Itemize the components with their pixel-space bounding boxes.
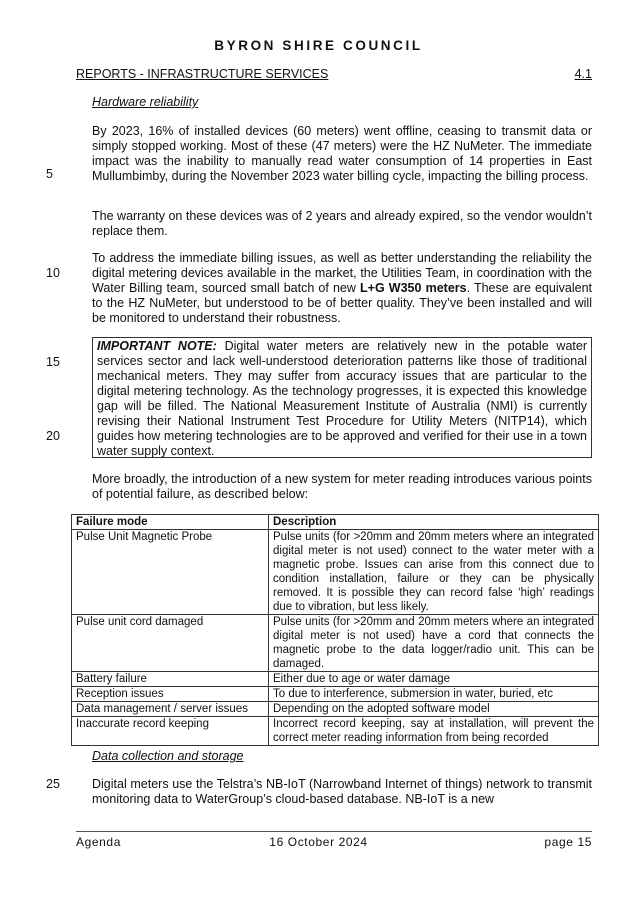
table-row	[72, 672, 599, 687]
para3-after: . These are equivalent to the HZ NuMeter, but understood to be of better quality. They’ve been installed and will be monitored to understand their robustness.	[92, 281, 592, 325]
paragraph-billing-issues	[92, 251, 592, 326]
table-header-row	[72, 515, 599, 530]
table-row	[72, 615, 599, 672]
line-number: 20	[46, 429, 60, 443]
failure-mode-cell: Reception issues	[72, 687, 269, 702]
table-row	[72, 717, 599, 746]
failure-mode-cell: Battery failure	[72, 672, 269, 687]
paragraph-warranty: The warranty on these devices was of 2 years and already expired, so the vendor wouldn’t replace them.	[92, 209, 592, 238]
meter-model: L+G W350 meters	[360, 281, 467, 295]
table-row	[72, 687, 599, 702]
paragraph-failure-points: More broadly, the introduction of a new system for meter reading introduces various points of potential failure, as described below:	[92, 472, 592, 501]
description-cell: Pulse units (for >20mm and 20mm meters where an integrated digital meter is not used) have a cord that connects the magnetic probe to the data logger/radio unit. This can be damaged.	[269, 615, 599, 672]
footer-agenda: Agenda	[76, 835, 121, 849]
paragraph-offline-devices: By 2023, 16% of installed devices (60 meters) went offline, ceasing to transmit data or simply stopped working. Most of these (47 meters) were the HZ NuMeter. The immediate impact was the inability to manually read water consumption of 14 properties in East Mullumbimby, during the November 2023 water billing cycle, impacting the billing process.	[92, 124, 592, 183]
section-number: 4.1	[574, 67, 592, 81]
footer-page-number: page 15	[544, 835, 592, 849]
line-number: 5	[46, 167, 53, 181]
column-header-description: Description	[269, 515, 599, 530]
section-title: REPORTS - INFRASTRUCTURE SERVICES	[76, 67, 329, 81]
description-cell: Pulse units (for >20mm and 20mm meters where an integrated digital meter is not used) connect to the water meter with a magnetic probe. Issues can arise from this connect due to condition installation, failure or they can be physically removed. It is possible they can record false ‘high’ readings due to vibration, but less likely.	[269, 530, 599, 615]
important-note-label: IMPORTANT NOTE:	[97, 339, 217, 353]
failure-mode-cell: Pulse unit cord damaged	[72, 615, 269, 672]
description-cell: To due to interference, submersion in water, buried, etc	[269, 687, 599, 702]
description-cell: Incorrect record keeping, say at installation, will prevent the correct meter reading information from being recorded	[269, 717, 599, 746]
important-note-text: Digital water meters are relatively new in the potable water services sector and lack well-understood deterioration patterns like those of traditional mechanical meters. They may suffer from accuracy issues that are particular to the digital metering technology. As the technology progresses, it is expected this knowledge gap will be filled. The National Measurement Institute of Australia (NMI) is currently revising their National Instrument Test Procedure for Utility Meters (NITP14), which guides how metering technologies are to be approved and verified for their use in a town water supply context.	[97, 339, 588, 458]
failure-mode-cell: Inaccurate record keeping	[72, 717, 269, 746]
paragraph-nb-iot: Digital meters use the Telstra’s NB-IoT (Narrowband Internet of things) network to transmit monitoring data to WaterGroup’s cloud-based database. NB-IoT is a new	[92, 777, 592, 806]
failure-mode-table	[71, 514, 599, 746]
footer-date: 16 October 2024	[269, 835, 368, 849]
line-number: 15	[46, 355, 60, 369]
failure-mode-cell: Pulse Unit Magnetic Probe	[72, 530, 269, 615]
para3-before: To address the immediate billing issues, as well as better understanding the reliability the digital metering devices available in the market, the Utilities Team, in coordination with the Water Billing team, sourced small batch of new	[92, 251, 592, 295]
failure-mode-cell: Data management / server issues	[72, 702, 269, 717]
council-title: BYRON SHIRE COUNCIL	[214, 38, 423, 53]
column-header-failure-mode: Failure mode	[72, 515, 269, 530]
description-cell: Depending on the adopted software model	[269, 702, 599, 717]
line-number: 10	[46, 266, 60, 280]
table-row	[72, 530, 599, 615]
table-row	[72, 702, 599, 717]
important-note-box	[92, 337, 592, 458]
heading-hardware-reliability: Hardware reliability	[92, 95, 199, 109]
footer-divider	[76, 831, 592, 832]
heading-data-collection: Data collection and storage	[92, 749, 244, 763]
line-number: 25	[46, 777, 60, 791]
description-cell: Either due to age or water damage	[269, 672, 599, 687]
